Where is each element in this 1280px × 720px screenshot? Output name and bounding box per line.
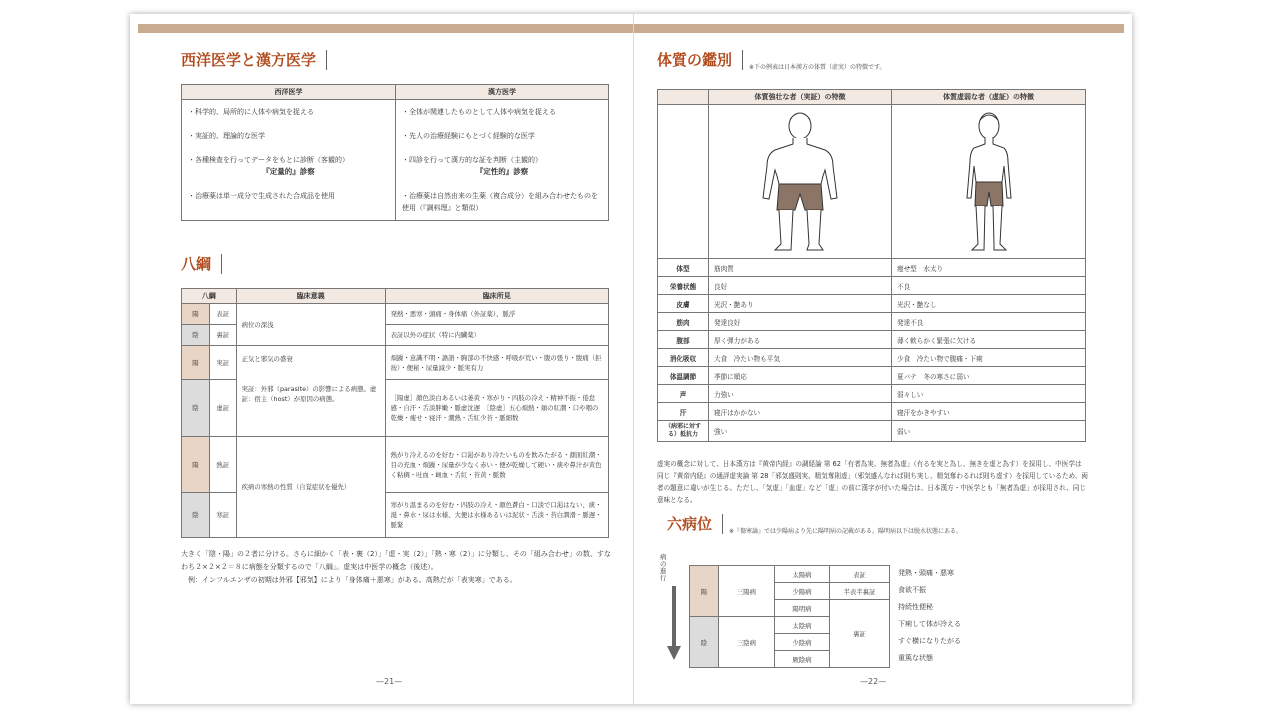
weak-value: 光沢・艶なし [892, 295, 1086, 313]
meaning-cold: 疾病の寒熱の性質（自覚症状を優先） [236, 437, 385, 538]
yin-label: 陰 [182, 380, 210, 437]
header-meaning: 臨床意義 [236, 289, 385, 304]
section-title-constitution: 体質の鑑別 [657, 50, 743, 70]
book-spread [130, 14, 1132, 704]
strong-value: 発達良好 [709, 313, 892, 331]
symptom-item: 持続性便秘 [898, 603, 933, 611]
finding-jitsu: 煩躁・意識不明・譫語・胸部の不快感・呼吸が荒い・腹の張り・腹痛（拒按）・便秘・尿量減少・脈実有力 [385, 346, 608, 380]
strong-value: 強い [709, 421, 892, 442]
top-bar [138, 24, 633, 33]
kyojitsu-paragraph: 虚実の概念に対して、日本漢方は『黄帝内経』の調経論 第 62「有者為実、無者為虚」（有るを実と為し、無きを虚と為す）を採用し、中医学は同じ『黄帝内経』の通評虚実論 第 28「邪気盛則実、精気奪則虚」（邪気盛んなれば則ち実し、精気奪わるれば則ち虚す）を採用しているため、両者の題意に違いが生じる。ただし、「気虚」「血虚」など「虚」の前に漢字が付いた場合は、日本漢方・中医学とも「無者為虚」が採用され、同じ意味となる。 [657, 460, 1089, 504]
sanin-label: 三陰病 [719, 617, 775, 668]
western-point-4: ・治療薬は単一成分で生成された合成品を使用 [188, 192, 335, 200]
row-label: 体温調節 [658, 367, 709, 385]
header-strong: 体質強壮な者（実証）の特徴 [709, 90, 892, 105]
western-point-1: ・科学的、局所的に人体や病気を捉える [188, 108, 314, 116]
shoin-label: 少陰病 [775, 634, 830, 651]
meaning-qi-cell [236, 346, 385, 437]
row-name-kan: 寒証 [210, 493, 237, 538]
kampo-point-4: ・治療薬は自然由来の生薬（複合成分）を組み合わせたものを使用（『調料理』と類似） [402, 192, 598, 212]
compare-table [181, 84, 609, 221]
western-emphasis: 『定量的』診察 [262, 167, 315, 176]
thin-man-illustration [954, 106, 1024, 256]
weak-value: 弱々しい [892, 385, 1086, 403]
strong-value: 大食 冷たい物も平気 [709, 349, 892, 367]
weak-value: 夏バテ 冬の寒さに弱い [892, 367, 1086, 385]
strong-value: 厚く弾力がある [709, 331, 892, 349]
meaning-depth: 病位の深浅 [236, 304, 385, 346]
yin-label: 陰 [182, 325, 210, 346]
header-kampo: 漢方医学 [396, 85, 609, 100]
strong-value: 力強い [709, 385, 892, 403]
symptom-item: 重篤な状態 [898, 654, 933, 662]
row-label: 栄養状態 [658, 277, 709, 295]
kampo-point-2: ・先人の治療経験にもとづく経験的な医学 [402, 132, 535, 140]
row-label: 腹部 [658, 331, 709, 349]
strong-value: 光沢・艶あり [709, 295, 892, 313]
kampo-point-3: ・四診を行って漢方的な証を判断（主観的） [402, 156, 542, 164]
row-label: 筋肉 [658, 313, 709, 331]
risho-label: 裏証 [830, 600, 890, 668]
finding-kan: 寒がり温まるのを好む・四肢の冷え・顔色蒼白・口淡で口渇はない、痰・涎・鼻水・尿は水様、大便は水様あるいは泥状・舌淡・苔白潤滑・脈遅・脈緊 [385, 493, 608, 538]
row-label: （病邪に対する）抵抗力 [658, 421, 709, 442]
finding-ri: 表証以外の症状（特に内臓薬） [385, 325, 608, 346]
figure-weak-cell [892, 105, 1086, 259]
figure-strong-cell [709, 105, 892, 259]
shoyo-label: 少陽病 [775, 583, 830, 600]
finding-netsu: 熱がり冷えるのを好む・口渇があり冷たいものを飲みたがる・顔面紅潮・目の充血・煩躁・尿量が少なく赤い・便が乾燥して硬い・痰や鼻汁が黄色く粘稠・吐血・衄血・舌紅・苔黄・脈数 [385, 437, 608, 493]
row-name-netsu: 熱証 [210, 437, 237, 493]
header-weak: 体質虚弱な者（虚証）の特徴 [892, 90, 1086, 105]
kampo-point-1: ・全体が関連したものとして人体や病気を捉える [402, 108, 556, 116]
symptom-item: すぐ横になりたがる [898, 637, 961, 645]
finding-kyo: ［陽虚］顔色淡白あるいは萎黄・寒がり・四肢の冷え・精神不振・倦怠感・自汗・舌淡胖嫩・脈虚沈遅 ［陰虚］五心煩熱・頬の紅潮・口や咽の乾燥・痩せ・寝汗・潮熱・舌紅少苔・脈細数 [385, 380, 608, 437]
weak-value: 痩せ型 水太り [892, 259, 1086, 277]
row-name-kyo: 虚証 [210, 380, 237, 437]
meaning-qi-detail: 実証：外邪（parasite）の影響による病態。虚証：宿主（host）が原因の病態。 [241, 385, 377, 403]
strong-value: 良好 [709, 277, 892, 295]
page-number: —22— [860, 677, 887, 686]
hakko-table [181, 288, 609, 538]
figure-blank [658, 105, 709, 259]
header-hakko: 八綱 [182, 289, 237, 304]
symptom-list [898, 565, 961, 667]
row-name-ri: 裏証 [210, 325, 237, 346]
paragraph-line-1: 大きく「陰・陽」の２者に分ける。さらに細かく「表・裏（2）」「虚・実（2）」「熱・寒（2）」に分類し、その「組み合わせ」の数、すなわち２×２×２＝８に病態を分類するので「八綱」。虚実は中医学の概念（後述）。 [181, 550, 611, 571]
taiin-label: 太陰病 [775, 617, 830, 634]
yang-label: 陽 [690, 566, 719, 617]
row-label: 消化吸収 [658, 349, 709, 367]
row-label: 声 [658, 385, 709, 403]
strong-value: 筋肉質 [709, 259, 892, 277]
progression-label: 病の進行 [660, 553, 667, 582]
constitution-table [657, 89, 1086, 442]
western-point-3: ・各種検査を行ってデータをもとに診断（客観的） [188, 156, 349, 164]
weak-value: 発達不良 [892, 313, 1086, 331]
yang-label: 陽 [182, 437, 210, 493]
kampo-cell [396, 100, 609, 221]
hanpyo-label: 半表半裏証 [830, 583, 890, 600]
weak-value: 薄く軟らかく緊張に欠ける [892, 331, 1086, 349]
rokubyoi-table [689, 565, 890, 668]
header-findings: 臨床所見 [385, 289, 608, 304]
western-cell [182, 100, 396, 221]
row-label: 体型 [658, 259, 709, 277]
strong-value: 寝汗はかかない [709, 403, 892, 421]
rokubyoi-note: ※『傷寒論』では少陽病より先に陽明病の記載がある。陽明病以下は脱水状態にある。 [729, 528, 963, 535]
top-bar [634, 24, 1124, 33]
row-name-hyo: 表証 [210, 304, 237, 325]
western-point-2: ・実証的、理論的な医学 [188, 132, 265, 140]
constitution-note: ※下の例表は日本漢方の体質（虚実）の特徴です。 [749, 64, 886, 71]
weak-value: 寝汗をかきやすい [892, 403, 1086, 421]
yang-label: 陽 [182, 304, 210, 325]
yang-label: 陽 [182, 346, 210, 380]
row-label: 汗 [658, 403, 709, 421]
header-blank [658, 90, 709, 105]
taiyo-label: 太陽病 [775, 566, 830, 583]
page-21 [130, 14, 633, 704]
symptom-item: 食欲不振 [898, 586, 926, 594]
symptom-item: 下痢して体が冷える [898, 620, 961, 628]
finding-hyo: 発熱・悪寒・頭痛・身体痛（外証薬）、脈浮 [385, 304, 608, 325]
symptom-item: 発熱・頭痛・悪寒 [898, 569, 954, 577]
kampo-emphasis: 『定性的』診察 [475, 167, 529, 176]
weak-value: 弱い [892, 421, 1086, 442]
page-number: —21— [376, 677, 403, 686]
section-title-hakko: 八綱 [181, 254, 222, 274]
hyosho-label: 表証 [830, 566, 890, 583]
row-label: 皮膚 [658, 295, 709, 313]
meaning-qi: 正気と邪気の盛衰 [241, 355, 293, 363]
yin-label: 陰 [690, 617, 719, 668]
progression-arrow-icon [667, 586, 681, 660]
yin-label: 陰 [182, 493, 210, 538]
weak-value: 少食 冷たい物で腹痛・下痢 [892, 349, 1086, 367]
hakko-paragraph [181, 548, 611, 587]
section-title-western-kampo: 西洋医学と漢方医学 [181, 50, 327, 70]
yomei-label: 陽明病 [775, 600, 830, 617]
sanyo-label: 三陽病 [719, 566, 775, 617]
row-name-jitsu: 実証 [210, 346, 237, 380]
strong-value: 季節に順応 [709, 367, 892, 385]
muscular-man-illustration [755, 106, 845, 256]
section-title-rokubyoi: 六病位 [667, 514, 723, 534]
ketsuin-label: 厥陰病 [775, 651, 830, 668]
weak-value: 不良 [892, 277, 1086, 295]
page-22 [633, 14, 1132, 704]
paragraph-line-2: 例：インフルエンザの初期は外邪【邪気】により「身体痛＋悪寒」がある。高熱だが「表実寒」である。 [188, 576, 517, 584]
header-western: 西洋医学 [182, 85, 396, 100]
